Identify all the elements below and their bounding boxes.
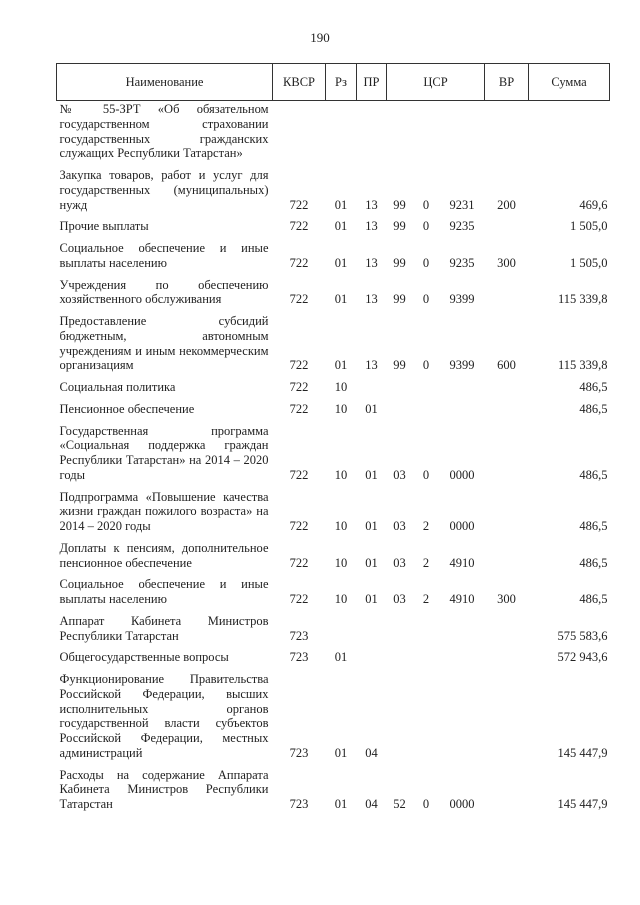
row-csr-direction: 9399	[449, 358, 475, 373]
header-kvsr: КВСР	[273, 64, 326, 101]
row-csr-subprogram: 0	[422, 197, 430, 212]
row-name	[57, 239, 273, 276]
table-row	[57, 378, 610, 400]
row-vr: 300	[497, 592, 516, 606]
row-csr-subprogram: 0	[422, 467, 430, 482]
row-csr-program: 99	[393, 219, 406, 234]
row-sum: 115 339,8	[557, 292, 608, 307]
row-csr-subprogram: 0	[422, 255, 430, 270]
row-name-text: Расходы на содержание Аппарата Кабинета Министров Республики Татарстан	[59, 767, 269, 811]
row-kvsr: 722	[289, 197, 309, 212]
row-kvsr: 722	[289, 380, 309, 394]
row-pr: 01	[365, 592, 378, 606]
row-pr: 13	[365, 255, 378, 270]
table-row	[57, 612, 610, 649]
table-row	[57, 670, 610, 766]
row-vr	[485, 217, 529, 239]
row-name	[57, 648, 273, 670]
row-csr-subprogram	[413, 670, 440, 766]
table-row	[57, 488, 610, 539]
table-row	[57, 217, 610, 239]
row-vr	[485, 612, 529, 649]
row-rz: 01	[334, 197, 348, 212]
row-csr-direction: 9235	[449, 219, 475, 234]
row-csr-program: 52	[393, 797, 406, 811]
row-csr-program	[387, 612, 413, 649]
row-name-text: Аппарат Кабинета Министров Республики Татарстан	[59, 613, 269, 643]
row-kvsr: 722	[289, 292, 309, 307]
row-name-text: Учреждения по обеспечению хозяйственного обслуживания	[59, 277, 269, 307]
row-name	[57, 166, 273, 217]
row-name-text: Социальная политика	[59, 380, 176, 394]
row-vr	[485, 422, 529, 488]
row-vr	[485, 378, 529, 400]
row-kvsr: 723	[289, 628, 309, 643]
row-csr-direction: 4910	[449, 555, 475, 570]
row-rz: 01	[334, 219, 348, 234]
row-name	[57, 101, 273, 167]
row-name	[57, 276, 273, 313]
row-csr-direction	[440, 648, 485, 670]
row-csr-program	[387, 648, 413, 670]
table-row	[57, 166, 610, 217]
row-kvsr: 723	[289, 797, 309, 811]
row-csr-subprogram	[413, 101, 440, 167]
table-row	[57, 648, 610, 670]
row-kvsr: 722	[289, 401, 309, 416]
row-name-text: Пенсионное обеспечение	[59, 401, 195, 416]
row-rz: 10	[334, 467, 348, 482]
row-pr	[357, 648, 387, 670]
row-name	[57, 539, 273, 576]
table-row	[57, 539, 610, 576]
row-pr: 01	[365, 519, 378, 533]
row-csr-program: 03	[393, 592, 406, 606]
row-csr-direction: 9235	[449, 255, 475, 270]
row-name	[57, 378, 273, 400]
row-kvsr: 723	[289, 745, 309, 760]
row-csr-program: 03	[393, 555, 406, 570]
row-kvsr: 722	[289, 358, 309, 373]
row-rz: 01	[334, 358, 348, 373]
row-kvsr: 722	[289, 592, 309, 606]
row-vr: 300	[497, 255, 516, 270]
row-pr	[357, 101, 387, 167]
row-rz: 10	[334, 401, 348, 416]
header-rz: Рз	[326, 64, 357, 101]
row-sum: 469,6	[579, 197, 608, 212]
row-csr-subprogram	[413, 648, 440, 670]
row-pr: 01	[365, 555, 378, 570]
row-name	[57, 488, 273, 539]
row-name	[57, 612, 273, 649]
row-rz: 01	[334, 797, 348, 811]
row-vr	[485, 648, 529, 670]
row-csr-direction	[440, 670, 485, 766]
row-name	[57, 217, 273, 239]
row-vr: 200	[497, 197, 516, 212]
row-kvsr: 722	[289, 255, 309, 270]
row-csr-direction: 0000	[449, 797, 475, 811]
table-row	[57, 422, 610, 488]
row-name	[57, 670, 273, 766]
row-vr	[485, 400, 529, 422]
row-pr: 13	[365, 292, 378, 307]
page-number: 190	[310, 30, 330, 45]
row-name-text: Функционирование Правительства Российской Федерации, высших исполнительных органов государственной власти субъектов Российской Федерации, местных администраций	[59, 672, 269, 760]
row-rz: 01	[334, 255, 348, 270]
row-vr	[485, 101, 529, 167]
row-csr-subprogram: 0	[422, 358, 430, 373]
row-csr-subprogram: 0	[422, 292, 430, 307]
row-sum: 575 583,6	[557, 628, 608, 643]
row-rz	[326, 101, 357, 167]
row-name-text: № 55-ЗРТ «Об обязательном государственном страховании государственных гражданских служащих Республики Татарстан»	[59, 102, 269, 161]
row-csr-direction: 0000	[449, 519, 475, 533]
row-csr-program	[387, 400, 413, 422]
row-name	[57, 400, 273, 422]
row-csr-direction	[440, 378, 485, 400]
row-csr-subprogram	[413, 378, 440, 400]
row-kvsr: 722	[289, 219, 309, 234]
row-csr-program: 03	[393, 467, 406, 482]
row-vr	[485, 539, 529, 576]
table-row	[57, 575, 610, 612]
row-name-text: Доплаты к пенсиям, дополнительное пенсионное обеспечение	[59, 540, 269, 570]
row-csr-direction	[440, 400, 485, 422]
table-row	[57, 239, 610, 276]
row-kvsr: 722	[289, 467, 309, 482]
row-rz: 10	[334, 555, 348, 570]
row-sum: 145 447,9	[557, 797, 608, 811]
row-sum: 1 505,0	[570, 219, 608, 234]
row-csr-direction	[440, 101, 485, 167]
row-csr-program: 99	[393, 197, 406, 212]
row-pr	[357, 378, 387, 400]
row-kvsr: 722	[289, 519, 309, 533]
row-kvsr	[273, 101, 326, 167]
row-sum: 572 943,6	[557, 650, 608, 665]
header-pr: ПР	[357, 64, 387, 101]
row-pr: 13	[365, 358, 378, 373]
row-csr-subprogram: 2	[422, 592, 430, 606]
header-sum: Сумма	[529, 64, 610, 101]
row-name-text: Предоставление субсидий бюджетным, автономным учреждениям и иным некоммерческим организациям	[59, 314, 269, 373]
row-name	[57, 422, 273, 488]
row-vr: 600	[497, 358, 516, 373]
table-row	[57, 766, 610, 817]
row-sum: 486,5	[579, 380, 608, 394]
row-csr-program: 03	[393, 519, 406, 533]
table-row	[57, 312, 610, 378]
row-name-text: Государственная программа «Социальная поддержка граждан Республики Татарстан» на 2014 – 2020 годы	[59, 423, 269, 482]
row-csr-subprogram: 0	[422, 219, 430, 234]
row-csr-direction: 0000	[449, 467, 475, 482]
row-sum: 486,5	[579, 519, 608, 533]
row-csr-program	[387, 670, 413, 766]
budget-table	[56, 63, 610, 817]
row-sum	[529, 101, 610, 167]
header-name: Наименование	[57, 64, 273, 101]
row-csr-direction: 9399	[449, 292, 475, 307]
row-csr-subprogram: 2	[422, 519, 430, 533]
table-row	[57, 400, 610, 422]
row-sum: 486,5	[579, 592, 608, 606]
row-rz: 01	[334, 745, 348, 760]
row-name-text: Социальное обеспечение и иные выплаты населению	[59, 241, 269, 270]
table-row	[57, 101, 610, 167]
row-csr-direction: 9231	[449, 197, 475, 212]
row-csr-direction	[440, 612, 485, 649]
row-rz: 01	[334, 650, 348, 665]
table-body	[57, 101, 610, 817]
row-pr: 13	[365, 197, 378, 212]
row-kvsr: 723	[289, 650, 309, 665]
row-csr-subprogram	[413, 612, 440, 649]
row-vr	[485, 670, 529, 766]
row-sum: 145 447,9	[557, 745, 608, 760]
row-name	[57, 312, 273, 378]
row-rz	[326, 612, 357, 649]
row-sum: 486,5	[579, 401, 608, 416]
row-name-text: Подпрограмма «Повышение качества жизни граждан пожилого возраста» на 2014 – 2020 годы	[59, 489, 269, 533]
row-csr-subprogram: 2	[422, 555, 430, 570]
row-name-text: Социальное обеспечение и иные выплаты населению	[59, 577, 269, 606]
row-csr-program: 99	[393, 255, 406, 270]
row-name-text: Закупка товаров, работ и услуг для государственных (муниципальных) нужд	[59, 168, 269, 212]
row-pr	[357, 612, 387, 649]
row-sum: 486,5	[579, 555, 608, 570]
row-vr	[485, 488, 529, 539]
row-name	[57, 766, 273, 817]
row-name	[57, 575, 273, 612]
row-pr: 04	[365, 797, 378, 811]
row-csr-program: 99	[393, 358, 406, 373]
row-rz: 10	[334, 380, 348, 394]
header-csr: ЦСР	[387, 64, 485, 101]
table-row	[57, 276, 610, 313]
row-vr	[485, 766, 529, 817]
row-pr: 04	[365, 745, 378, 760]
row-vr	[485, 276, 529, 313]
row-name-text: Прочие выплаты	[59, 219, 149, 234]
row-sum: 486,5	[579, 467, 608, 482]
row-pr: 01	[365, 467, 378, 482]
row-kvsr: 722	[289, 555, 309, 570]
table-header	[57, 64, 610, 101]
row-csr-program: 99	[393, 292, 406, 307]
row-csr-subprogram	[413, 400, 440, 422]
row-rz: 01	[334, 292, 348, 307]
row-csr-program	[387, 101, 413, 167]
row-sum: 115 339,8	[557, 358, 608, 373]
row-rz: 10	[334, 592, 348, 606]
row-csr-program	[387, 378, 413, 400]
row-name-text: Общегосударственные вопросы	[59, 650, 229, 665]
row-pr: 13	[365, 219, 378, 234]
row-sum: 1 505,0	[570, 255, 608, 270]
row-csr-subprogram: 0	[422, 797, 430, 811]
header-vr: ВР	[485, 64, 529, 101]
row-pr: 01	[365, 401, 378, 416]
row-csr-direction: 4910	[449, 592, 475, 606]
row-rz: 10	[334, 519, 348, 533]
